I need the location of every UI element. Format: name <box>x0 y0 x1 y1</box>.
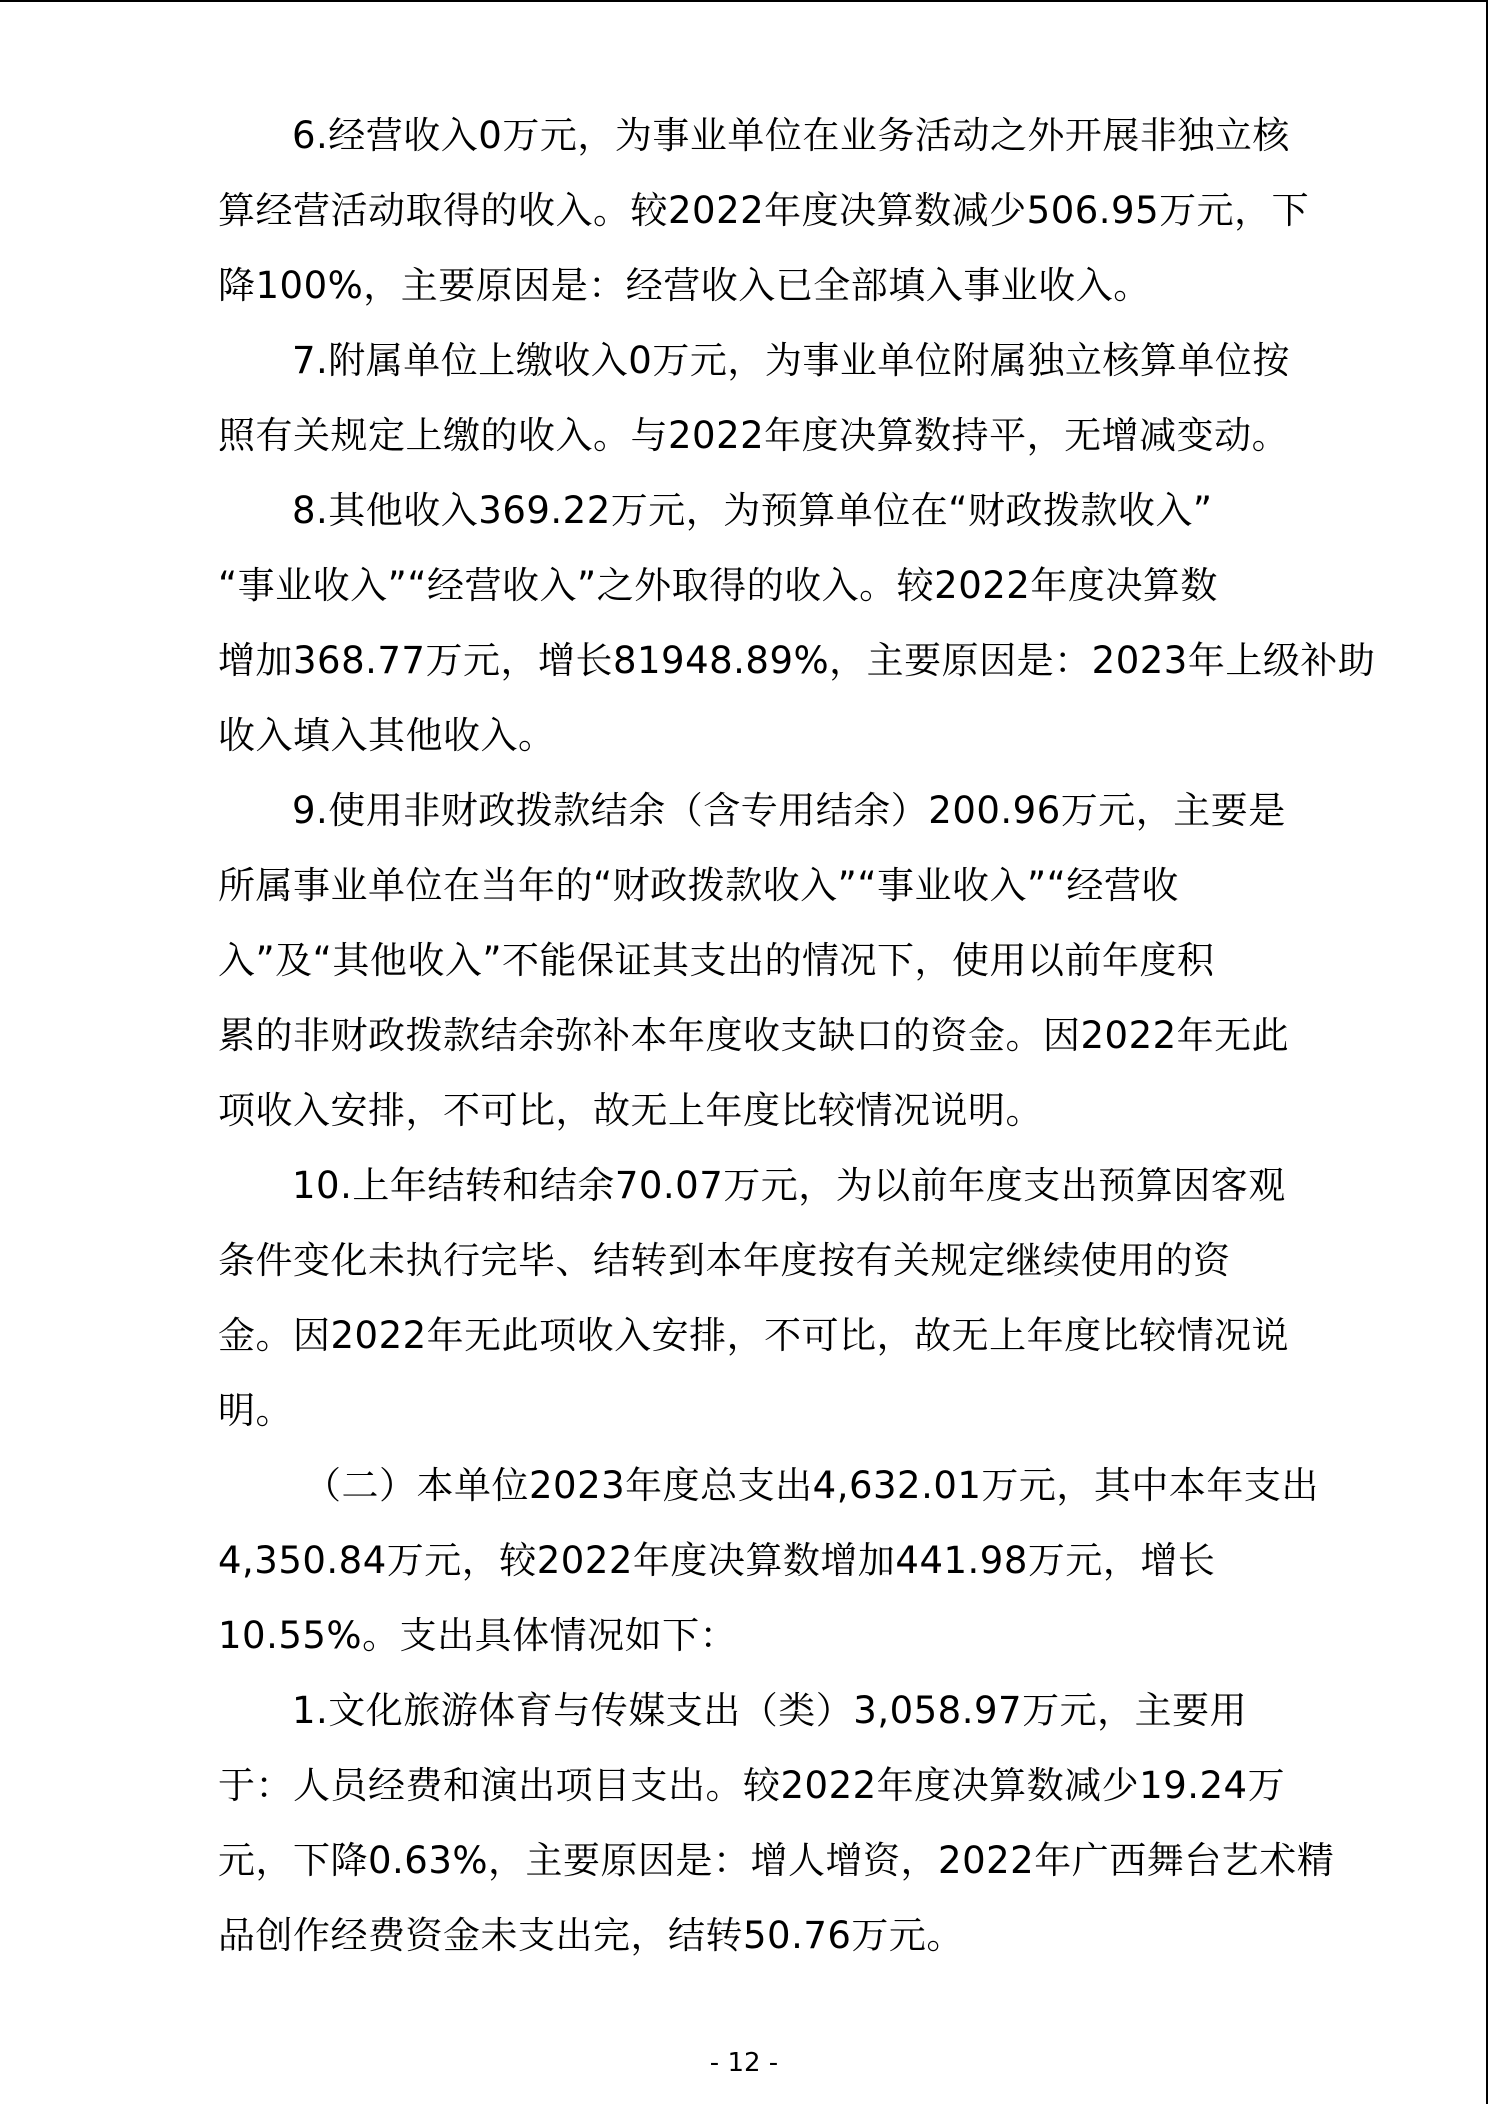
paragraph-culture-tourism-expenditure <box>218 1673 1335 1973</box>
page-border-top <box>0 0 1488 2</box>
text-line: 明。 <box>218 1389 293 1432</box>
text-line: 7.附属单位上缴收入0万元，为事业单位附属独立核算单位按 <box>292 339 1290 382</box>
text-line: 增加368.77万元，增长81948.89%，主要原因是：2023年上级补助 <box>218 639 1376 682</box>
paragraph-affiliated-unit-income <box>218 323 1288 473</box>
text-line: 金。因2022年无此项收入安排，不可比，故无上年度比较情况说 <box>218 1314 1290 1357</box>
text-line: 项收入安排，不可比，故无上年度比较情况说明。 <box>218 1089 1043 1132</box>
text-line: 1.文化旅游体育与传媒支出（类）3,058.97万元，主要用 <box>292 1689 1248 1732</box>
text-line: 入”及“其他收入”不能保证其支出的情况下，使用以前年度积 <box>218 939 1215 982</box>
text-line: 4,350.84万元，较2022年度决算数增加441.98万元，增长 <box>218 1539 1216 1582</box>
paragraph-other-income <box>218 473 1376 773</box>
text-line: 10.上年结转和结余70.07万元，为以前年度支出预算因客观 <box>292 1164 1286 1207</box>
paragraph-operating-income <box>218 98 1310 323</box>
text-line: 8.其他收入369.22万元，为预算单位在“财政拨款收入” <box>292 489 1213 532</box>
text-line: 品创作经费资金未支出完，结转50.76万元。 <box>218 1914 964 1957</box>
page-number: - 12 - <box>709 2048 779 2078</box>
text-line: 元，下降0.63%，主要原因是：增人增资，2022年广西舞台艺术精 <box>218 1839 1335 1882</box>
text-line: 9.使用非财政拨款结余（含专用结余）200.96万元，主要是 <box>292 789 1286 832</box>
text-line: “事业收入”“经营收入”之外取得的收入。较2022年度决算数 <box>218 564 1218 607</box>
paragraph-total-expenditure <box>218 1448 1319 1673</box>
text-line: 算经营活动取得的收入。较2022年度决算数减少506.95万元，下 <box>218 189 1310 232</box>
text-line: 照有关规定上缴的收入。与2022年度决算数持平，无增减变动。 <box>218 414 1290 457</box>
paragraph-non-fiscal-balance <box>218 773 1288 1148</box>
text-line: 收入填入其他收入。 <box>218 714 556 757</box>
text-line: 条件变化未执行完毕、结转到本年度按有关规定继续使用的资 <box>218 1239 1231 1282</box>
text-line: 累的非财政拨款结余弥补本年度收支缺口的资金。因2022年无此 <box>218 1014 1290 1057</box>
text-line: 所属事业单位在当年的“财政拨款收入”“事业收入”“经营收 <box>218 864 1179 907</box>
text-line: 于：人员经费和演出项目支出。较2022年度决算数减少19.24万 <box>218 1764 1286 1807</box>
document-body <box>218 98 1376 1973</box>
text-line: 降100%，主要原因是：经营收入已全部填入事业收入。 <box>218 264 1151 307</box>
text-line: （二）本单位2023年度总支出4,632.01万元，其中本年支出 <box>304 1464 1319 1507</box>
text-line: 6.经营收入0万元，为事业单位在业务活动之外开展非独立核 <box>292 114 1290 157</box>
paragraph-prior-year-carryover <box>218 1148 1288 1448</box>
text-line: 10.55%。支出具体情况如下： <box>218 1614 738 1657</box>
